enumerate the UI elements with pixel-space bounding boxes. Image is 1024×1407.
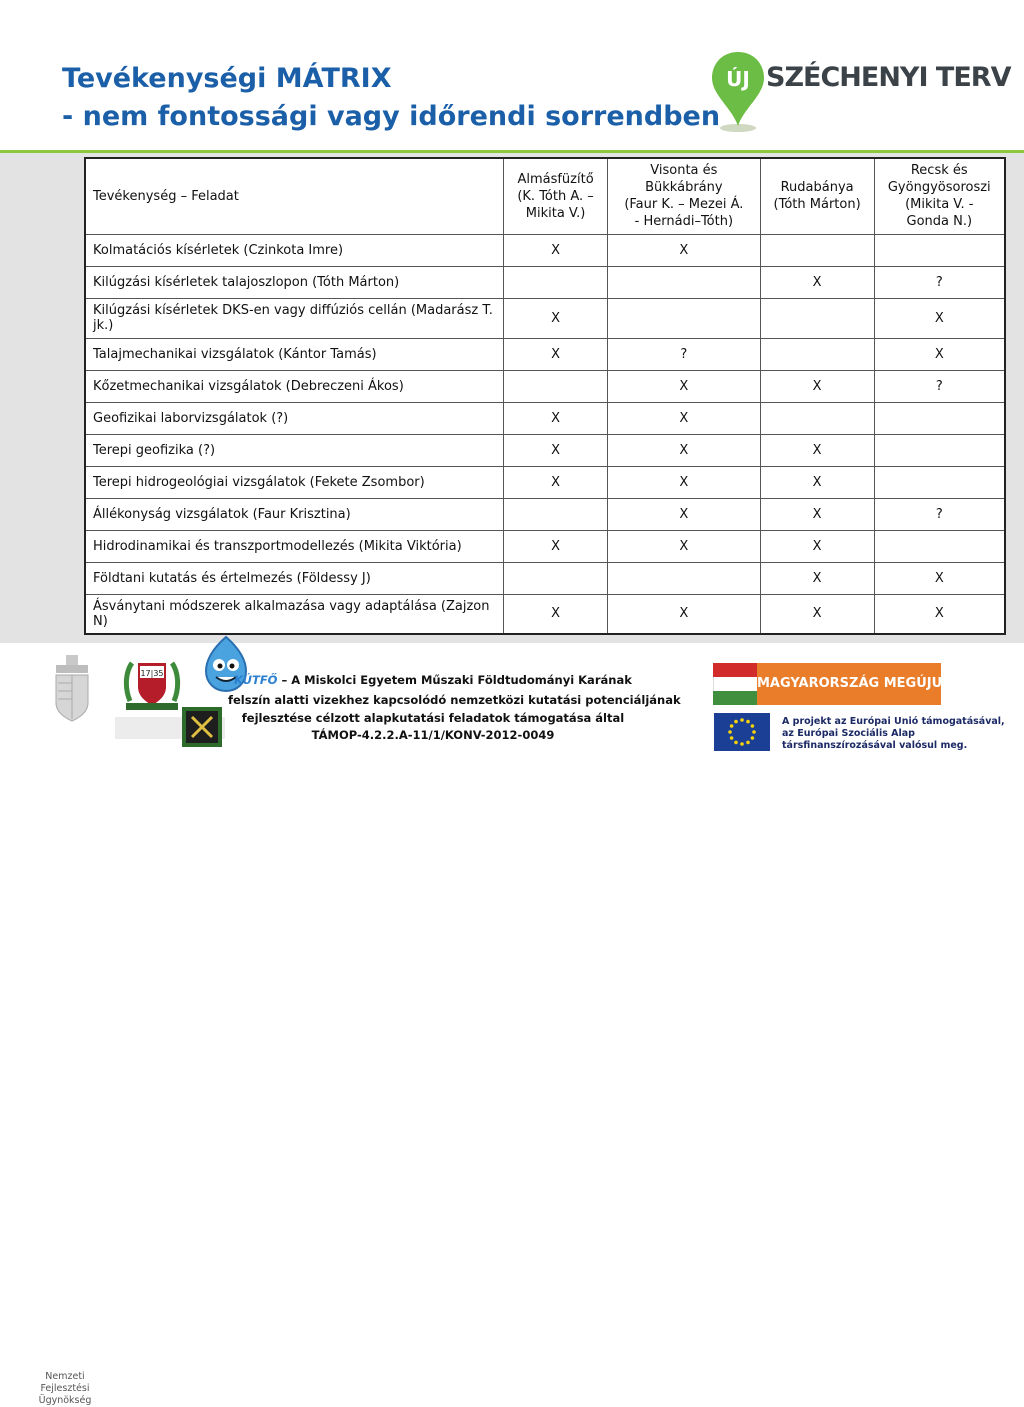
activity-cell: Kőzetmechanikai vizsgálatok (Debreczeni Ákos): [85, 370, 504, 402]
footer-line-4: TÁMOP-4.2.2.A-11/1/KONV-2012-0049: [311, 728, 555, 742]
eu-star: [746, 741, 750, 745]
mark-cell: ?: [874, 498, 1005, 530]
mark-cell: X: [608, 594, 761, 634]
mark-cell: X: [760, 434, 874, 466]
mark-cell: X: [760, 498, 874, 530]
mark-cell: [760, 338, 874, 370]
mark-cell: [874, 466, 1005, 498]
footer-line-1-rest: – A Miskolci Egyetem Műszaki Földtudományi Karának: [277, 673, 632, 687]
activity-cell: Földtani kutatás és értelmezés (Földessy J): [85, 562, 504, 594]
activity-cell: Terepi hidrogeológiai vizsgálatok (Fekete Zsombor): [85, 466, 504, 498]
mark-cell: X: [874, 338, 1005, 370]
table-row: [85, 530, 1005, 562]
nfu-caption: [20, 1371, 110, 1407]
mark-cell: X: [504, 530, 608, 562]
table-row: [85, 466, 1005, 498]
mark-cell: [874, 434, 1005, 466]
mark-cell: [504, 562, 608, 594]
mark-cell: X: [504, 466, 608, 498]
mark-cell: ?: [874, 266, 1005, 298]
activity-cell: Ásványtani módszerek alkalmazása vagy adaptálása (Zajzon N): [85, 594, 504, 634]
mark-cell: X: [504, 594, 608, 634]
column-header-line: Visonta és: [650, 163, 718, 179]
nfu-line-2: Fejlesztési Ügynökség: [38, 1383, 92, 1406]
column-header-line: Recsk és: [910, 163, 968, 179]
university-crest-icon: [122, 657, 182, 715]
mark-cell: X: [504, 234, 608, 266]
mark-cell: X: [608, 234, 761, 266]
mark-cell: [504, 266, 608, 298]
eu-star: [751, 724, 755, 728]
title-line-2: - nem fontossági vagy időrendi sorrendben: [62, 101, 721, 132]
mark-cell: [504, 370, 608, 402]
eu-star: [740, 718, 744, 722]
mark-cell: X: [874, 298, 1005, 338]
activity-matrix-table: [84, 157, 1006, 635]
eu-star: [728, 730, 732, 734]
column-header-line: (Mikita V. -: [905, 197, 974, 213]
footer-line-1: [228, 673, 638, 687]
coat-of-arms-icon: [42, 655, 102, 725]
eu-line-3: társfinanszírozásával valósul meg.: [782, 740, 968, 751]
mark-cell: X: [760, 370, 874, 402]
activity-cell: Terepi geofizika (?): [85, 434, 504, 466]
eu-star: [730, 724, 734, 728]
mark-cell: X: [608, 498, 761, 530]
mark-cell: ?: [608, 338, 761, 370]
table-row: [85, 266, 1005, 298]
mark-cell: [608, 266, 761, 298]
logo-text: SZÉCHENYI TERV: [766, 62, 1011, 93]
mark-cell: [874, 234, 1005, 266]
mark-cell: X: [874, 594, 1005, 634]
mark-cell: X: [608, 370, 761, 402]
column-header: [760, 158, 874, 234]
header-row: [85, 158, 1005, 234]
szechenyi-terv-logo: [708, 48, 1011, 138]
activity-cell: Talajmechanikai vizsgálatok (Kántor Tamás): [85, 338, 504, 370]
table-row: [85, 370, 1005, 402]
column-header-line: Bükkábrány: [645, 180, 723, 196]
mark-cell: [608, 562, 761, 594]
activity-cell: Geofizikai laborvizsgálatok (?): [85, 402, 504, 434]
activity-cell: Kolmatációs kísérletek (Czinkota Imre): [85, 234, 504, 266]
logo-uj-text: ÚJ: [726, 67, 750, 91]
column-header-line: - Hernádi–Tóth): [634, 214, 734, 230]
column-header-line: Gyöngyösoroszi: [887, 180, 991, 196]
column-header-line: Tevékenység – Feladat: [93, 188, 239, 204]
eu-star: [751, 736, 755, 740]
eu-star: [746, 720, 750, 724]
location-pin-icon: [708, 48, 768, 138]
activity-cell: Kilúgzási kísérletek DKS-en vagy diffúziós cellán (Madarász T. jk.): [85, 298, 504, 338]
table-row: [85, 402, 1005, 434]
column-header-line: Almásfüzítő: [517, 171, 594, 187]
nfu-line-1: Nemzeti: [45, 1371, 85, 1382]
column-header-line: Rudabánya: [780, 180, 854, 196]
mark-cell: X: [760, 530, 874, 562]
eu-star: [734, 741, 738, 745]
table-row: [85, 298, 1005, 338]
mark-cell: X: [504, 434, 608, 466]
footer-line-3: fejlesztése célzott alapkutatási feladatok támogatása által: [241, 711, 625, 725]
eu-flag-icon: [714, 713, 770, 751]
column-header-line: (K. Tóth A. –: [517, 188, 594, 204]
crest-year: 17|35: [140, 669, 164, 678]
column-header-line: (Tóth Márton): [773, 197, 861, 213]
mark-cell: X: [608, 466, 761, 498]
magyarorszag-megujul-banner: [713, 663, 951, 705]
mark-cell: X: [608, 530, 761, 562]
eu-support-text: [782, 716, 1005, 752]
column-header: [874, 158, 1005, 234]
column-header: [504, 158, 608, 234]
title-line-1: Tevékenységi MÁTRIX: [62, 63, 392, 94]
mark-cell: [874, 530, 1005, 562]
table-row: [85, 234, 1005, 266]
mark-cell: X: [608, 434, 761, 466]
table-header: [85, 158, 1005, 234]
mining-emblem-icon: [182, 707, 222, 747]
column-header-line: Mikita V.): [525, 205, 586, 221]
eu-line-1: A projekt az Európai Unió támogatásával,: [782, 716, 1005, 727]
mark-cell: [504, 498, 608, 530]
column-header: [608, 158, 761, 234]
banner-text: MAGYARORSZÁG MEGÚJUL: [757, 663, 941, 705]
mark-cell: X: [504, 298, 608, 338]
mark-cell: [760, 234, 874, 266]
eu-star: [740, 742, 744, 746]
slide-title: [62, 60, 720, 136]
eu-star: [734, 720, 738, 724]
mark-cell: ?: [874, 370, 1005, 402]
mark-cell: [874, 402, 1005, 434]
mark-cell: X: [760, 562, 874, 594]
activity-cell: Állékonyság vizsgálatok (Faur Krisztina): [85, 498, 504, 530]
kutfo-name: KÚTFŐ: [234, 673, 278, 687]
table-row: [85, 434, 1005, 466]
table-row: [85, 594, 1005, 634]
table-row: [85, 562, 1005, 594]
mark-cell: X: [504, 402, 608, 434]
table-body: [85, 234, 1005, 634]
footer-line-2: felszín alatti vizekhez kapcsolódó nemzetközi kutatási potenciáljának: [228, 693, 681, 707]
mark-cell: [760, 298, 874, 338]
mark-cell: X: [760, 594, 874, 634]
mark-cell: [608, 298, 761, 338]
mark-cell: [760, 402, 874, 434]
mark-cell: X: [760, 466, 874, 498]
mark-cell: X: [874, 562, 1005, 594]
table-row: [85, 498, 1005, 530]
activity-cell: Hidrodinamikai és transzportmodellezés (Mikita Viktória): [85, 530, 504, 562]
column-header-line: (Faur K. – Mezei Á.: [624, 197, 744, 213]
column-header: [85, 158, 504, 234]
eu-line-2: az Európai Szociális Alap: [782, 728, 915, 739]
eu-star: [752, 730, 756, 734]
table-row: [85, 338, 1005, 370]
eu-star: [730, 736, 734, 740]
activity-cell: Kilúgzási kísérletek talajoszlopon (Tóth Márton): [85, 266, 504, 298]
mark-cell: X: [608, 402, 761, 434]
column-header-line: Gonda N.): [906, 214, 973, 230]
mark-cell: X: [760, 266, 874, 298]
mark-cell: X: [504, 338, 608, 370]
